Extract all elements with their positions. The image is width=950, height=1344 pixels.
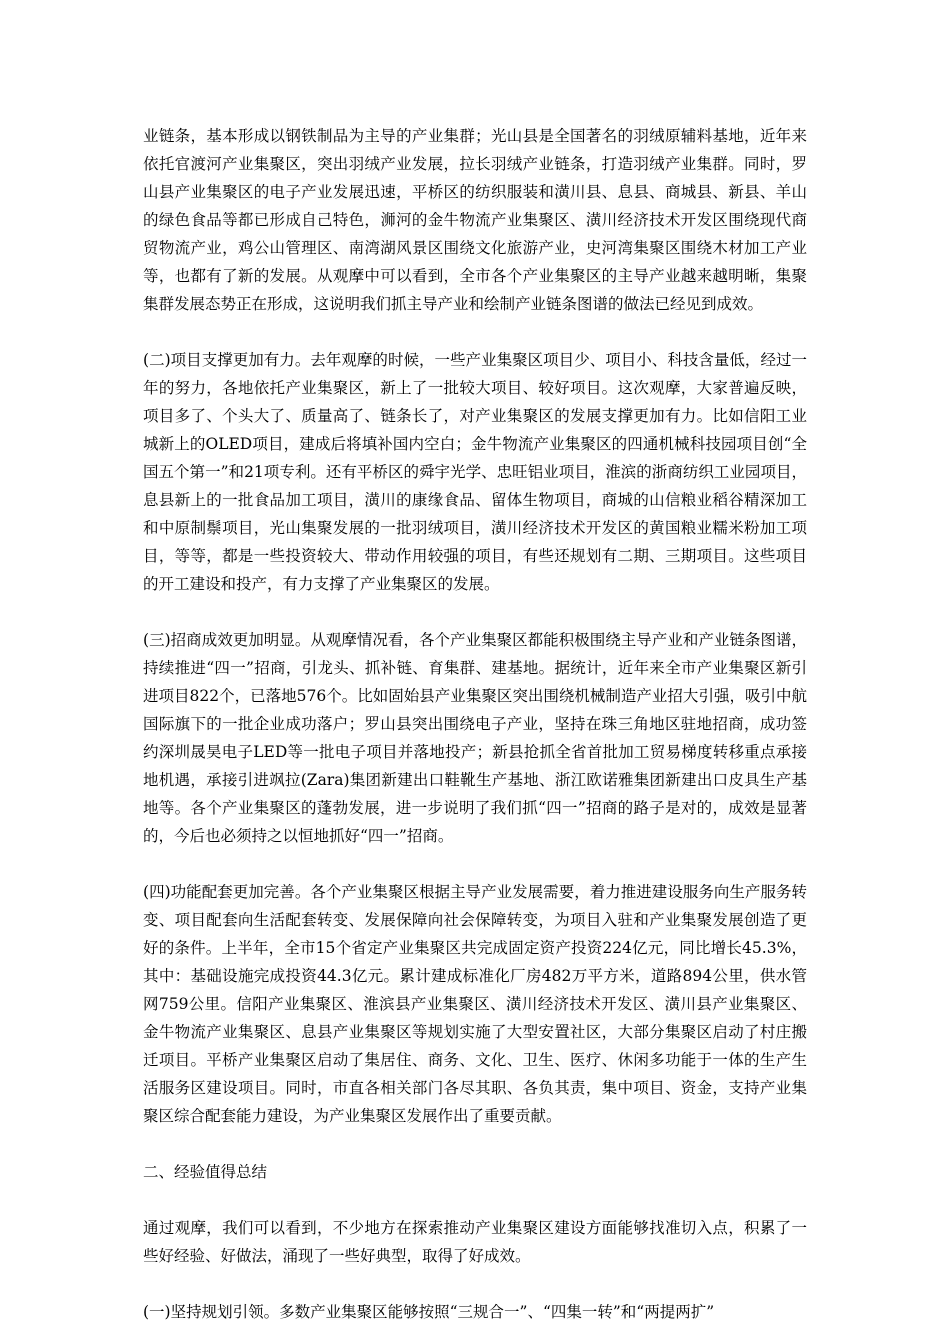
paragraph-observation-summary: 通过观摩，我们可以看到，不少地方在探索推动产业集聚区建设方面能够找准切入点，积累了一些好经验、好做法，涌现了一些好典型，取得了好成效。 — [143, 1219, 807, 1265]
paragraph-investment-results: (三)招商成效更加明显。从观摩情况看，各个产业集聚区都能积极围绕主导产业和产业链条图谱，持续推进“四一”招商，引龙头、抓补链、育集群、建基地。据统计，近年来全市产业集聚区新引进项目822个，已落地576个。比如固始县产业集聚区突出围绕机械制造产业招大引强，吸引中航国际旗下的一批企业成功落户；罗山县突出围绕电子产业，坚持在珠三角地区驻地招商，成功签约深圳晟昊电子LED等一批电子项目并落地投产；新县抢抓全省首批加工贸易梯度转移重点承接地机遇，承接引进飒拉(Zara)集团新建出口鞋靴生产基地、浙江欧诺雅集团新建出口皮具生产基地等。各个产业集聚区的蓬勃发展，进一步说明了我们抓“四一”招商的路子是对的，成效是显著的，今后也必须持之以恒地抓好“四一”招商。 — [143, 631, 807, 845]
paragraph-industry-chain: 业链条，基本形成以钢铁制品为主导的产业集群；光山县是全国著名的羽绒原辅料基地，近年来依托官渡河产业集聚区，突出羽绒产业发展，拉长羽绒产业链条，打造羽绒产业集群。同时，罗山县产业集聚区的电子产业发展迅速，平桥区的纺织服装和潢川县、息县、商城县、新县、羊山的绿色食品等都已形成自己特色，浉河的金牛物流产业集聚区、潢川经济技术开发区围绕现代商贸物流产业，鸡公山管理区、南湾湖风景区围绕文化旅游产业，史河湾集聚区围绕木材加工产业等，也都有了新的发展。从观摩中可以看到，全市各个产业集聚区的主导产业越来越明晰，集聚集群发展态势正在形成，这说明我们抓主导产业和绘制产业链条图谱的做法已经见到成效。 — [143, 127, 807, 313]
section-heading-experience: 二、经验值得总结 — [143, 1163, 268, 1181]
document-page — [143, 122, 807, 1326]
paragraph-supporting-functions: (四)功能配套更加完善。各个产业集聚区根据主导产业发展需要，着力推进建设服务向生产服务转变、项目配套向生活配套转变、发展保障向社会保障转变，为项目入驻和产业集聚发展创造了更好的条件。上半年，全市15个省定产业集聚区共完成固定资产投资224亿元，同比增长45.3%，其中：基础设施完成投资44.3亿元。累计建成标准化厂房482万平方米，道路894公里，供水管网759公里。信阳产业集聚区、淮滨县产业集聚区、潢川经济技术开发区、潢川县产业集聚区、金牛物流产业集聚区、息县产业集聚区等规划实施了大型安置社区，大部分集聚区启动了村庄搬迁项目。平桥产业集聚区启动了集居住、商务、文化、卫生、医疗、休闲多功能于一体的生产生活服务区建设项目。同时，市直各相关部门各尽其职、各负其责，集中项目、资金，支持产业集聚区综合配套能力建设，为产业集聚区发展作出了重要贡献。 — [143, 883, 807, 1125]
paragraph-project-support: (二)项目支撑更加有力。去年观摩的时候，一些产业集聚区项目少、项目小、科技含量低，经过一年的努力，各地依托产业集聚区，新上了一批较大项目、较好项目。这次观摩，大家普遍反映，项目多了、个头大了、质量高了、链条长了，对产业集聚区的发展支撑更加有力。比如信阳工业城新上的OLED项目，建成后将填补国内空白；金牛物流产业集聚区的四通机械科技园项目创“全国五个第一”和21项专利。还有平桥区的舜宇光学、忠旺铝业项目，淮滨的浙商纺织工业园项目，息县新上的一批食品加工项目，潢川的康缘食品、留体生物项目，商城的山信粮业稻谷精深加工和中原制鬃项目，光山集聚发展的一批羽绒项目，潢川经济技术开发区的黄国粮业糯米粉加工项目，等等，都是一些投资较大、带动作用较强的项目，有些还规划有二期、三期项目。这些项目的开工建设和投产，有力支撑了产业集聚区的发展。 — [143, 351, 807, 593]
paragraph-planning-guidance: (一)坚持规划引领。多数产业集聚区能够按照“三规合一”、“四集一转”和“两提两扩” — [143, 1303, 715, 1321]
